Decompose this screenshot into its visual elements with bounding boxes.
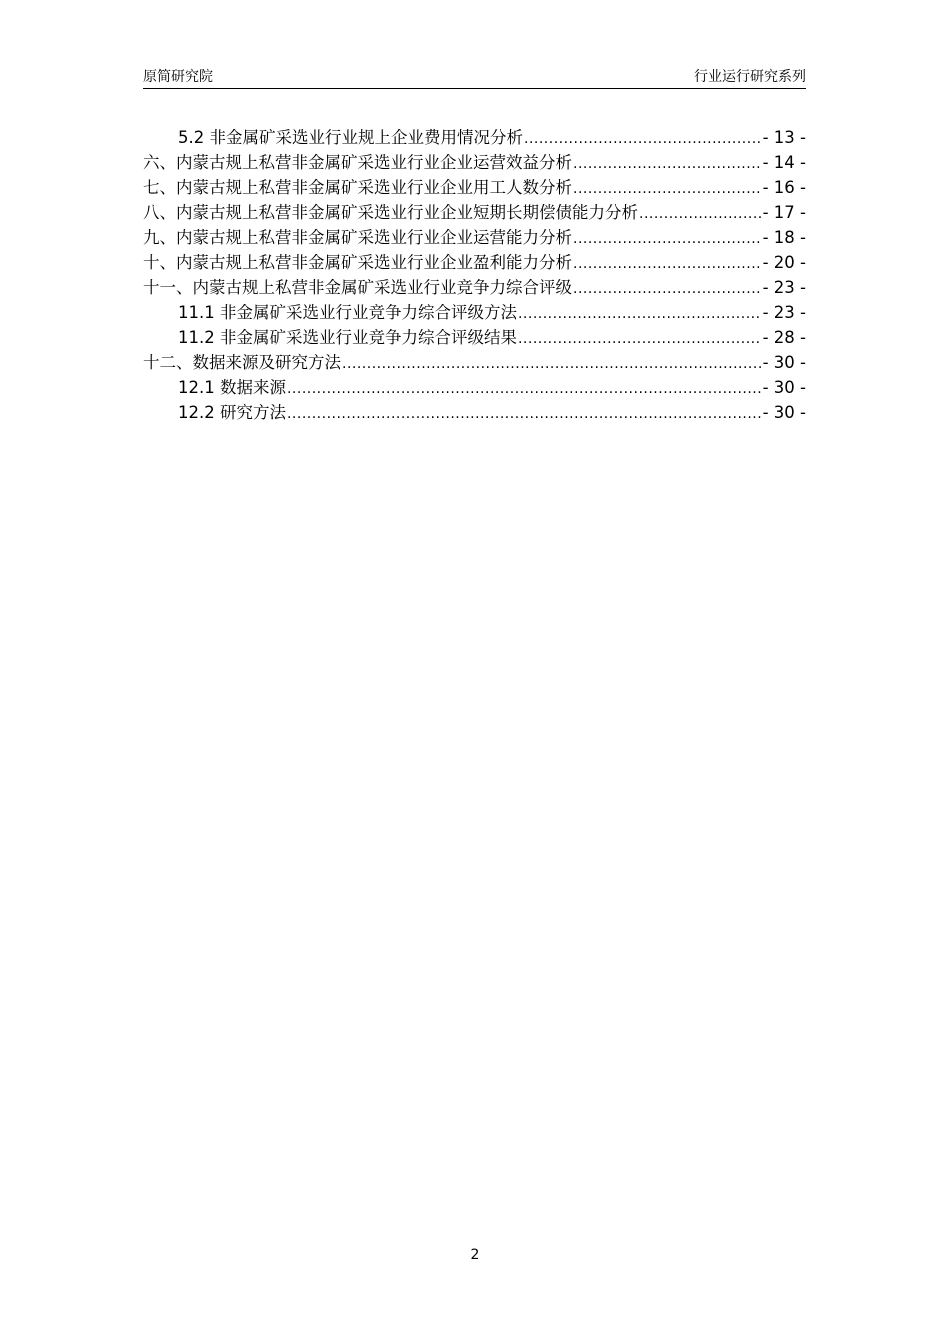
toc-entry-title: 12.2 研究方法 <box>178 403 286 422</box>
toc-leader-dots <box>524 127 762 152</box>
toc-entry-title: 八、内蒙古规上私营非金属矿采选业行业企业短期长期偿债能力分析 <box>143 203 638 222</box>
toc-leader-dots <box>518 327 762 352</box>
toc-entry-title: 十、内蒙古规上私营非金属矿采选业行业企业盈利能力分析 <box>143 253 572 272</box>
toc-entry-title: 11.2 非金属矿采选业行业竞争力综合评级结果 <box>178 328 517 347</box>
toc-entry-page: - 30 - <box>762 353 806 372</box>
toc-entry-title: 七、内蒙古规上私营非金属矿采选业行业企业用工人数分析 <box>143 178 572 197</box>
toc-entry-page: - 16 - <box>762 178 806 197</box>
toc-leader-dots <box>342 352 762 377</box>
toc-entry[interactable] <box>143 175 806 200</box>
table-of-contents <box>143 125 806 425</box>
page-header <box>143 66 806 89</box>
toc-entry-title: 九、内蒙古规上私营非金属矿采选业行业企业运营能力分析 <box>143 228 572 247</box>
toc-entry-page: - 20 - <box>762 253 806 272</box>
toc-entry-title: 十二、数据来源及研究方法 <box>143 353 341 372</box>
toc-entry[interactable] <box>143 225 806 250</box>
toc-entry[interactable] <box>143 200 806 225</box>
toc-entry[interactable] <box>143 150 806 175</box>
toc-entry-page: - 23 - <box>762 303 806 322</box>
toc-leader-dots <box>287 377 762 402</box>
toc-leader-dots <box>573 277 762 302</box>
toc-leader-dots <box>573 227 762 252</box>
toc-entry-page: - 18 - <box>762 228 806 247</box>
toc-entry-page: - 14 - <box>762 153 806 172</box>
header-series-title: 行业运行研究系列 <box>694 69 806 85</box>
toc-entry-title: 十一、内蒙古规上私营非金属矿采选业行业竞争力综合评级 <box>143 278 572 297</box>
toc-entry-page: - 13 - <box>762 128 806 147</box>
toc-leader-dots <box>573 152 762 177</box>
toc-leader-dots <box>639 202 762 227</box>
toc-entry-page: - 30 - <box>762 378 806 397</box>
toc-entry[interactable] <box>143 275 806 300</box>
page-number: 2 <box>470 1247 480 1263</box>
page-footer <box>0 1246 950 1264</box>
toc-entry[interactable] <box>143 325 806 350</box>
toc-entry[interactable] <box>143 300 806 325</box>
toc-entry-page: - 30 - <box>762 403 806 422</box>
toc-entry-title: 六、内蒙古规上私营非金属矿采选业行业企业运营效益分析 <box>143 153 572 172</box>
toc-entry[interactable] <box>143 250 806 275</box>
toc-leader-dots <box>573 177 762 202</box>
toc-leader-dots <box>573 252 762 277</box>
toc-entry-title: 12.1 数据来源 <box>178 378 286 397</box>
toc-entry[interactable] <box>143 375 806 400</box>
toc-entry[interactable] <box>143 400 806 425</box>
header-organization: 原简研究院 <box>143 69 213 85</box>
toc-entry-page: - 17 - <box>762 203 806 222</box>
toc-entry-page: - 23 - <box>762 278 806 297</box>
toc-entry[interactable] <box>143 125 806 150</box>
toc-leader-dots <box>518 302 762 327</box>
toc-entry-title: 5.2 非金属矿采选业行业规上企业费用情况分析 <box>178 128 523 147</box>
toc-entry-page: - 28 - <box>762 328 806 347</box>
toc-entry-title: 11.1 非金属矿采选业行业竞争力综合评级方法 <box>178 303 517 322</box>
toc-leader-dots <box>287 402 762 427</box>
toc-entry[interactable] <box>143 350 806 375</box>
